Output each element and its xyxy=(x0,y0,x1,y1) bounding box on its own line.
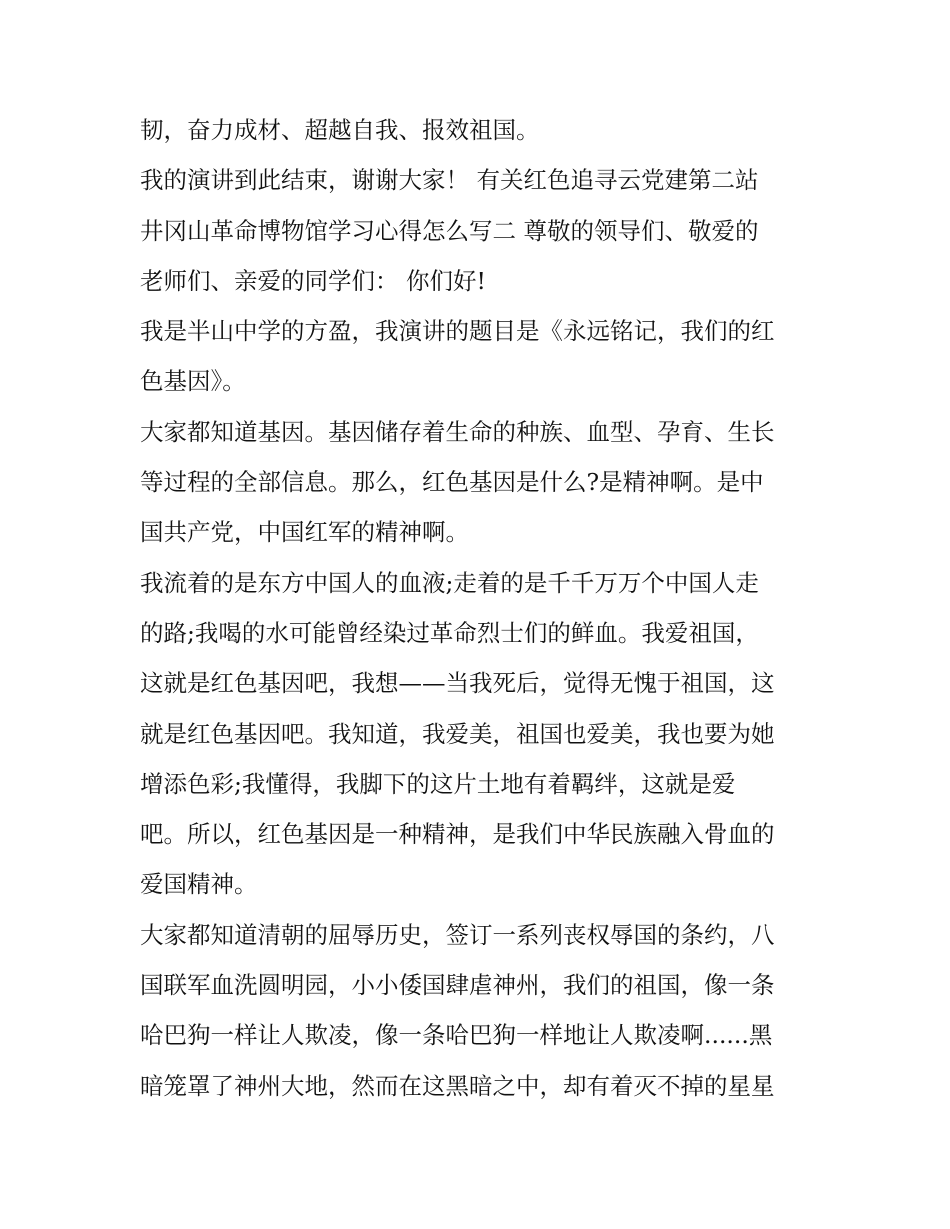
text-line: 我是半山中学的方盈，我演讲的题目是《永远铭记，我们的红 xyxy=(140,317,775,346)
text-line: 大家都知道清朝的屈辱历史，签订一系列丧权辱国的条约，八 xyxy=(140,920,775,949)
text-line: 增添色彩;我懂得，我脚下的这片土地有着羁绊，这就是爱 xyxy=(140,769,736,798)
text-line: 吧。所以，红色基因是一种精神，是我们中华民族融入骨血的 xyxy=(140,820,775,849)
text-line: 我流着的是东方中国人的血液;走着的是千千万万个中国人走 xyxy=(140,568,759,597)
document-body xyxy=(140,105,820,1111)
text-line: 这就是红色基因吧，我想——当我死后，觉得无愧于祖国，这 xyxy=(140,669,775,698)
text-line: 国联军血洗圆明园，小小倭国肆虐神州，我们的祖国，像一条 xyxy=(140,971,775,1000)
text-line: 色基因》。 xyxy=(140,367,246,396)
text-line: 等过程的全部信息。那么，红色基因是什么?是精神啊。是中 xyxy=(140,468,764,497)
text-line: 哈巴狗一样让人欺凌，像一条哈巴狗一样地让人欺凌啊......黑 xyxy=(140,1021,773,1050)
text-line: 就是红色基因吧。我知道，我爱美，祖国也爱美，我也要为她 xyxy=(140,719,775,748)
text-line: 暗笼罩了神州大地，然而在这黑暗之中，却有着灭不掉的星星 xyxy=(140,1071,775,1100)
text-line: 井冈山革命博物馆学习心得怎么写二 尊敬的领导们、敬爱的 xyxy=(140,216,759,245)
text-line: 的路;我喝的水可能曾经染过革命烈士们的鲜血。我爱祖国， xyxy=(140,618,759,647)
text-line: 国共产党，中国红军的精神啊。 xyxy=(140,518,469,547)
text-line: 韧，奋力成材、超越自我、报效祖国。 xyxy=(140,116,540,144)
text-line: 爱国精神。 xyxy=(140,870,258,899)
text-line: 我的演讲到此结束，谢谢大家！ 有关红色追寻云党建第二站 xyxy=(140,166,759,195)
text-line: 老师们、亲爱的同学们： 你们好! xyxy=(140,266,486,295)
text-line: 大家都知道基因。基因储存着生命的种族、血型、孕育、生长 xyxy=(140,417,775,446)
